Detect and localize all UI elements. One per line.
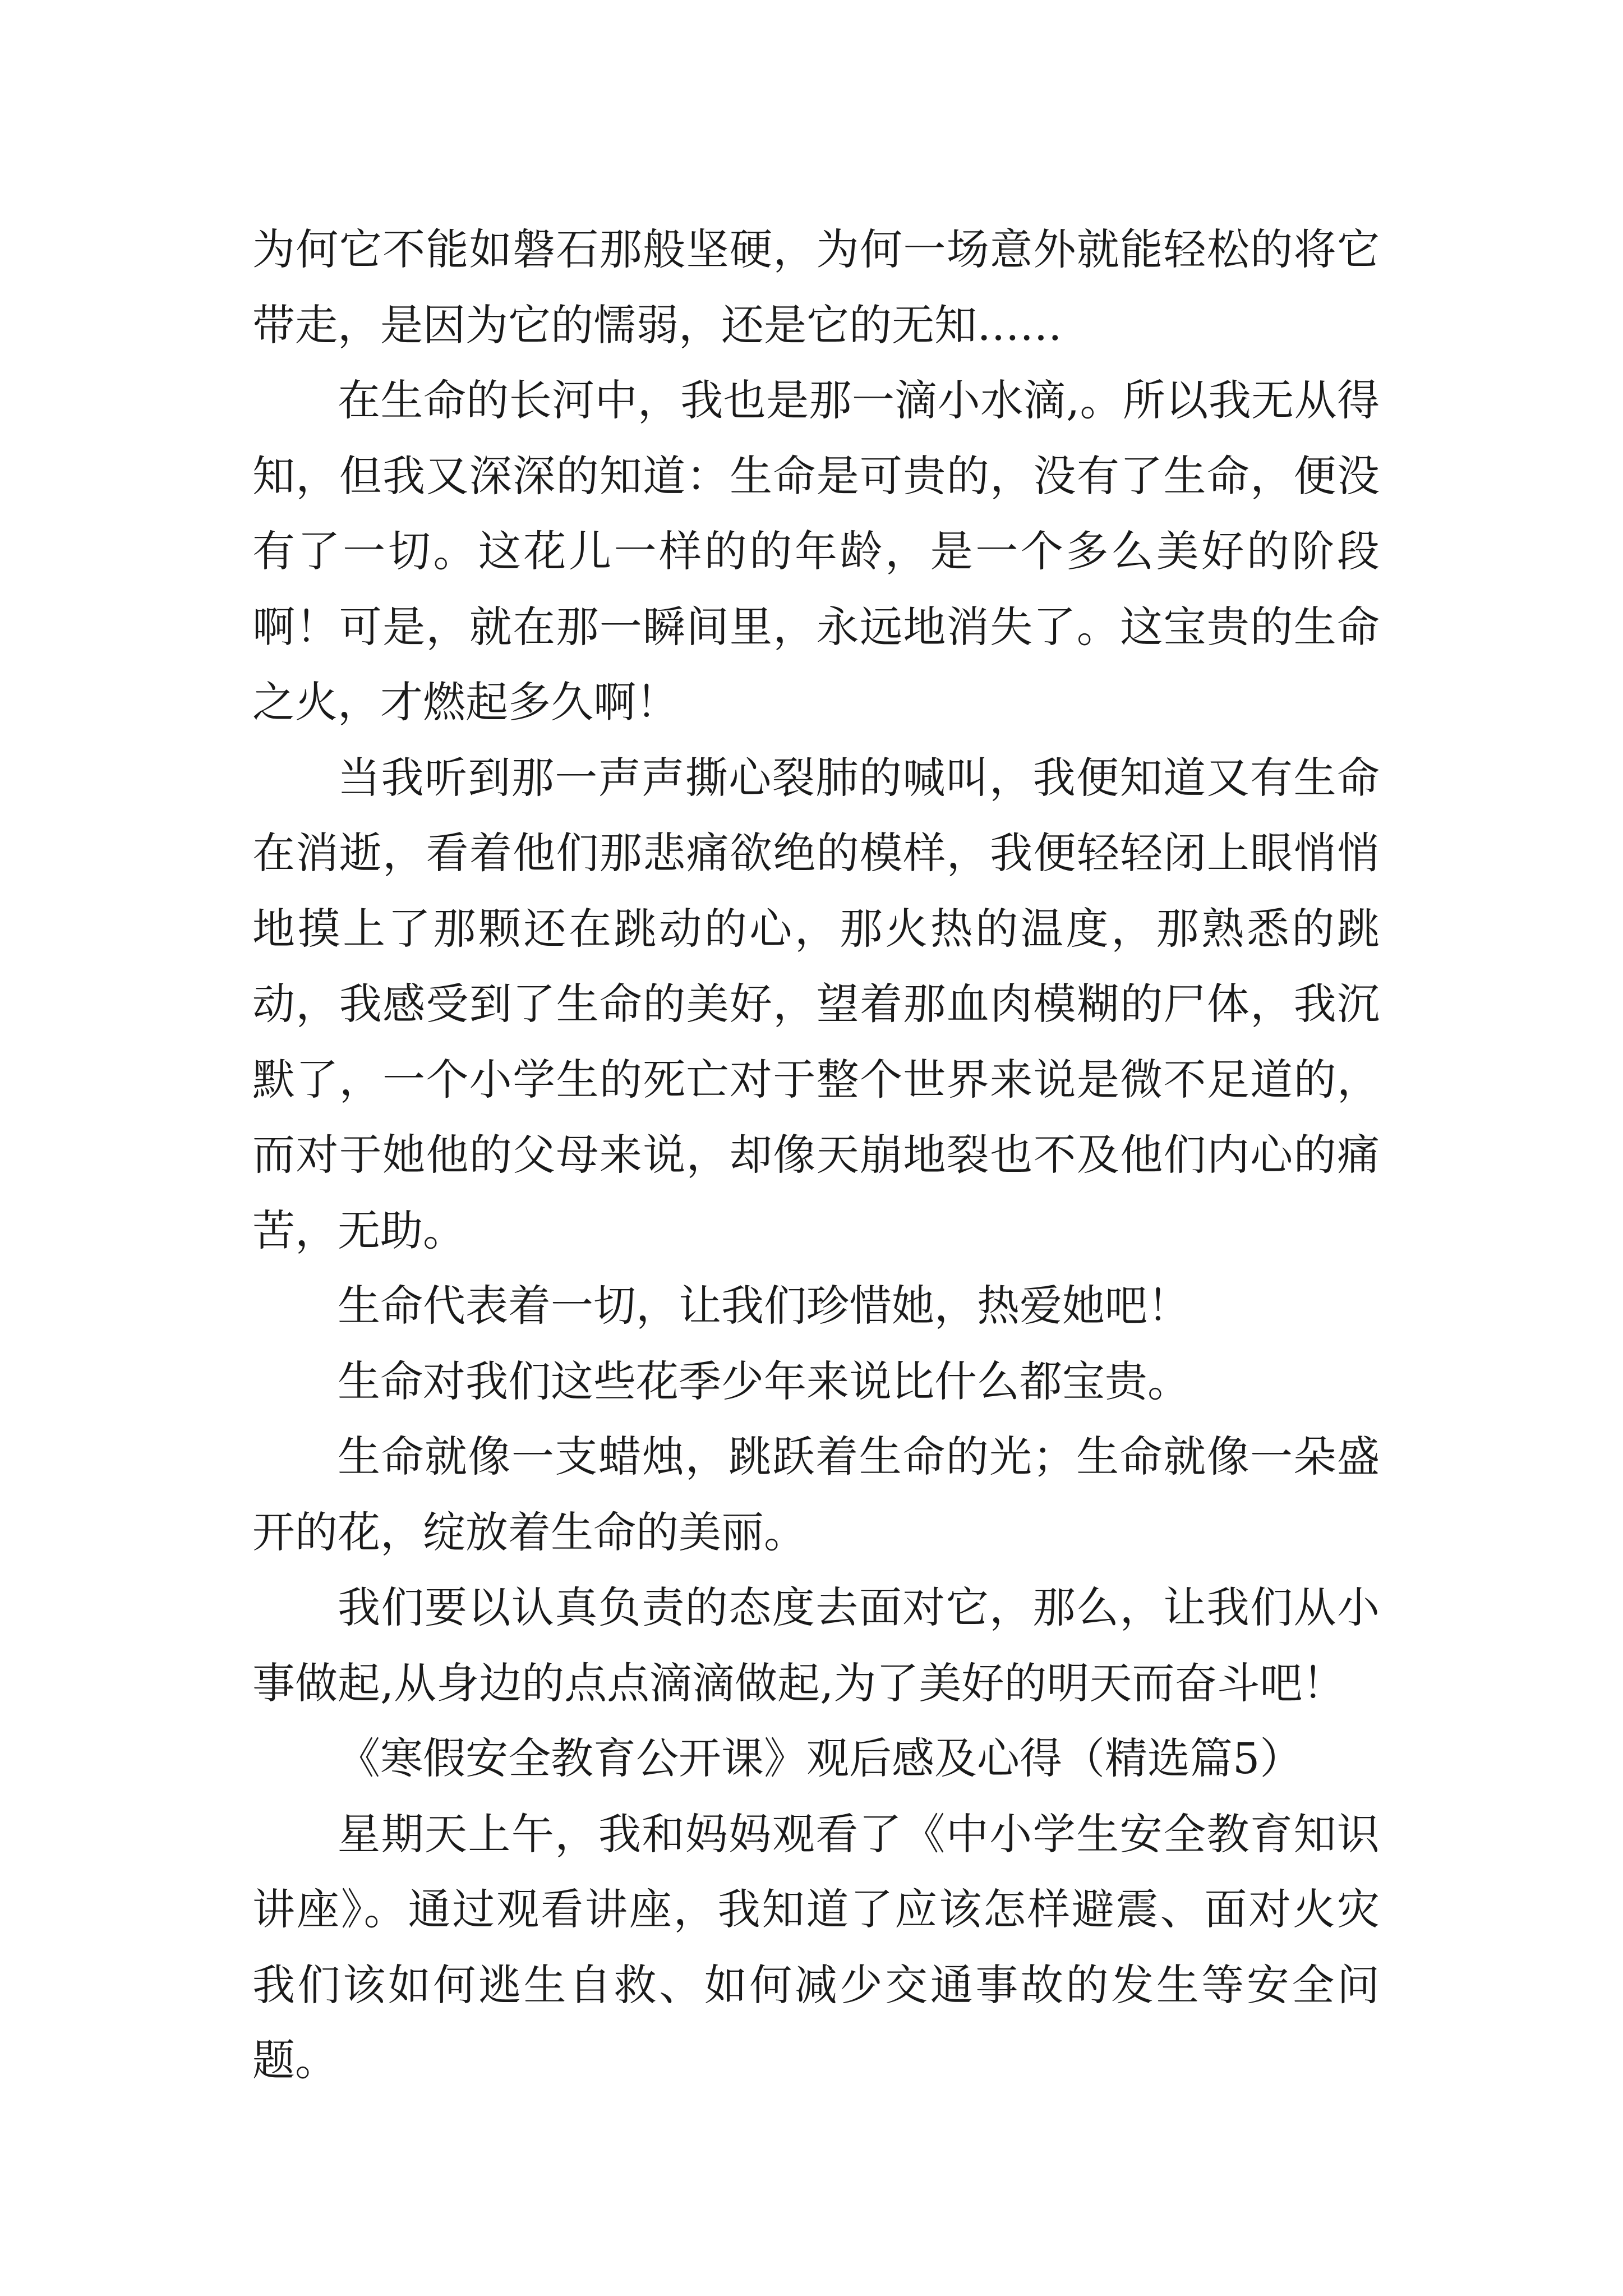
paragraph-2: 在生命的长河中，我也是那一滴小水滴,。所以我无从得知，但我又深深的知道：生命是可贵的，没有了生命，便没有了一切。这花儿一样的的年龄，是一个多么美好的阶段啊！可是，就在那一瞬间里，永远地消失了。这宝贵的生命之火，才燃起多久啊！	[252, 375, 1380, 727]
paragraph-3: 当我听到那一声声撕心裂肺的喊叫，我便知道又有生命在消逝，看着他们那悲痛欲绝的模样，我便轻轻闭上眼悄悄地摸上了那颗还在跳动的心，那火热的温度，那熟悉的跳动，我感受到了生命的美好，望着那血肉模糊的尸体，我沉默了，一个小学生的死亡对于整个世界来说是微不足道的，而对于她他的父母来说，却像天崩地裂也不及他们内心的痛苦，无助。	[252, 752, 1380, 1255]
paragraph-7: 我们要以认真负责的态度去面对它，那么，让我们从小事做起,从身边的点点滴滴做起,为了美好的明天而奋斗吧！	[252, 1582, 1380, 1708]
document-body	[252, 212, 1380, 2099]
paragraph-6: 生命就像一支蜡烛，跳跃着生命的光；生命就像一朵盛开的花，绽放着生命的美丽。	[252, 1432, 1380, 1557]
paragraph-4: 生命代表着一切，让我们珍惜她，热爱她吧！	[338, 1281, 1190, 1331]
paragraph-1: 为何它不能如磐石那般坚硬，为何一场意外就能轻松的将它带走，是因为它的懦弱，还是它的无知……	[252, 224, 1380, 350]
closing-paragraph: 星期天上午，我和妈妈观看了《中小学生安全教育知识讲座》。通过观看讲座，我知道了应该怎样避震、面对火灾我们该如何逃生自救、如何减少交通事故的发生等安全问题。	[252, 1809, 1380, 2085]
section-heading: 《寒假安全教育公开课》观后感及心得（精选篇5）	[338, 1733, 1303, 1783]
paragraph-5: 生命对我们这些花季少年来说比什么都宝贵。	[338, 1356, 1190, 1406]
